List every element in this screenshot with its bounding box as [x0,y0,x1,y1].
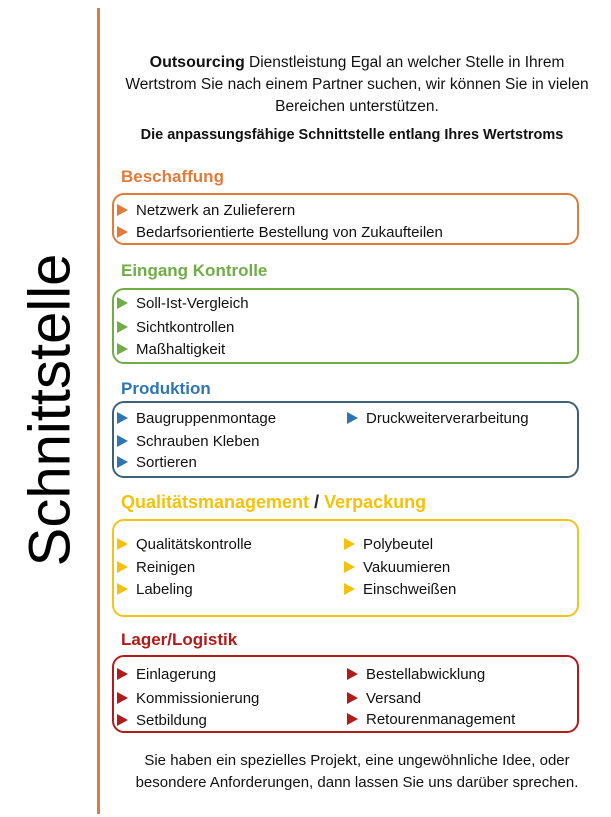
arrow-right-icon [117,297,128,309]
section-title-qm [121,492,426,513]
arrow-right-icon [344,561,355,573]
arrow-right-icon [117,561,128,573]
intro-body: Dienstleistung Egal an welcher Stelle in Ihrem Wertstrom Sie nach einem Partner suchen, wir können Sie in vielen Bereichen unterstützen. [125,54,589,115]
arrow-right-icon [117,204,128,216]
box-qm [112,519,579,617]
arrow-right-icon [347,412,358,424]
list-item: Retourenmanagement [347,711,515,728]
outro-text: Sie haben ein spezielles Projekt, eine ungewöhnliche Idee, oder besondere Anforderungen, dann lassen Sie uns darüber sprechen. [135,752,579,791]
box-eingang [112,288,579,364]
section-title-beschaffung: Beschaffung [121,167,224,186]
section-title-eingang: Eingang Kontrolle [121,261,268,280]
list-item: Reinigen [117,559,195,576]
intro-bold: Outsourcing [149,54,245,71]
title-separator: / [309,492,325,512]
list-item: Einlagerung [117,666,216,683]
list-item: Schrauben Kleben [117,433,259,450]
arrow-right-icon [344,538,355,550]
intro-text [112,52,602,118]
arrow-right-icon [117,456,128,468]
list-item: Soll-Ist-Vergleich [117,295,249,312]
vertical-divider [97,8,100,814]
section-title-lager: Lager/Logistik [121,630,238,649]
section-title-produktion: Produktion [121,379,211,398]
list-item: Druckweiterverarbeitung [347,410,529,427]
arrow-right-icon [344,583,355,595]
subheading: Die anpassungsfähige Schnittstelle entlang Ihres Wertstroms [140,127,564,143]
arrow-right-icon [117,668,128,680]
list-item: Einschweißen [344,581,456,598]
list-item: Polybeutel [344,536,433,553]
list-item: Maßhaltigkeit [117,341,225,358]
arrow-right-icon [117,343,128,355]
arrow-right-icon [117,412,128,424]
arrow-right-icon [347,692,358,704]
section-title-qualitaetsmanagement: Qualitätsmanagement [121,492,310,512]
box-beschaffung [112,193,579,245]
arrow-right-icon [347,668,358,680]
list-item: Kommissionierung [117,690,259,707]
arrow-right-icon [117,435,128,447]
section-title-verpackung: Verpackung [324,492,427,512]
arrow-right-icon [117,321,128,333]
list-item: Versand [347,690,421,707]
arrow-right-icon [117,538,128,550]
arrow-right-icon [117,714,128,726]
arrow-right-icon [117,583,128,595]
list-item: Bedarfsorientierte Bestellung von Zukaufteilen [117,224,443,241]
list-item: Sichtkontrollen [117,319,234,336]
box-lager [112,655,579,733]
side-title: Schnittstelle [17,253,83,567]
box-produktion [112,401,579,478]
list-item: Bestellabwicklung [347,666,485,683]
list-item: Labeling [117,581,193,598]
arrow-right-icon [117,226,128,238]
list-item: Vakuumieren [344,559,450,576]
list-item: Netzwerk an Zulieferern [117,202,295,219]
list-item: Qualitätskontrolle [117,536,252,553]
list-item: Setbildung [117,712,207,729]
list-item: Sortieren [117,454,197,471]
arrow-right-icon [347,713,358,725]
arrow-right-icon [117,692,128,704]
list-item: Baugruppenmontage [117,410,276,427]
